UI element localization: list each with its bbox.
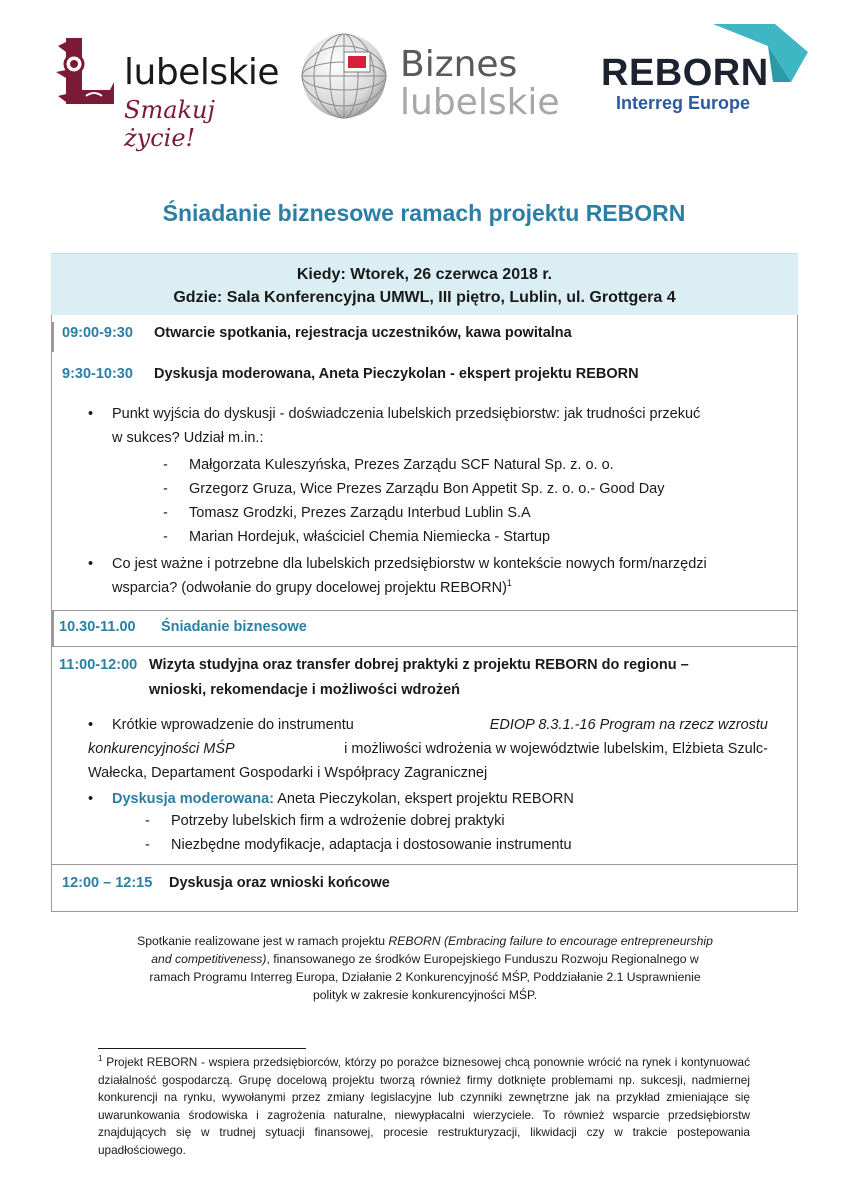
agenda-item-study-visit (59, 657, 689, 673)
bullet-icon: • (88, 717, 94, 733)
agenda-time: 11:00-12:00 (59, 657, 138, 673)
discussion-point-2: Co jest ważne i potrzebne dla lubelskich przedsiębiorstw w kontekście nowych form/narzędzi wsparcia? (odwołanie do grupy docelowej projektu REBORN)$^1$ (112, 556, 707, 596)
section-divider (51, 864, 798, 865)
biznes-lubelskie-logo (300, 26, 560, 131)
agenda-item-opening (62, 325, 572, 341)
section-divider (51, 610, 798, 611)
agenda-time: 10.30-11.00 (59, 619, 136, 635)
globe-icon (300, 26, 388, 122)
lubelskie-tagline: Smakuj życie! (124, 96, 215, 152)
footnote: $^1$ Projekt REBORN - wspiera przedsiębiorców, którzy po porażce biznesowej chcą ponownie wrócić na rynek i kontynuować działalność gospodarczą. Grupę docelową projektu tworzą również firmy dotknięte problemami np. sukcesji, nadmiernej konkurencji na rynku, wywołanymi przez zmiany legislacyjne lub czynniki zewnętrzne jak na przykład zmieniające się uwarunkowania środowiska i zagrożenia naturalne, niewypłacalni wierzyciele. To również wsparcie przedsiębiorstw znajdujących się w trudnej sytuacji finansowej, procesie restrukturyzacji, likwidacji czy w trakcie postepowania upadłościowego. (98, 1054, 750, 1157)
participant-item: - Małgorzata Kuleszyńska, Prezes Zarządu SCF Natural Sp. z. o. o. (163, 457, 614, 473)
footnote-marker: 1 (506, 578, 512, 589)
event-info-box (51, 253, 798, 315)
participant-item: - Grzegorz Gruza, Wice Prezes Zarządu Bon Appetit Sp. z. o. o.- Good Day (163, 481, 665, 497)
agenda-time: 12:00 – 12:15 (62, 875, 153, 891)
biznes-word: Biznes (400, 44, 518, 85)
agenda-activity: Dyskusja oraz wnioski końcowe (169, 875, 390, 891)
event-location: Gdzie: Sala Konferencyjna UMWL, III piętro, Lublin, ul. Grottgera 4 (173, 289, 676, 306)
agenda-item-closing (62, 875, 390, 891)
moderated-discussion: Dyskusja moderowana: Aneta Pieczykolan, ekspert projektu REBORN (112, 791, 574, 807)
agenda-activity: Śniadanie biznesowe (161, 619, 307, 635)
footnote-separator (98, 1048, 306, 1049)
bullet-icon: • (88, 791, 94, 807)
section-divider (51, 646, 798, 647)
agenda-activity-continued: wnioski, rekomendacje i możliwości wdrożeń (149, 682, 461, 698)
agenda-activity: Dyskusja moderowana, Aneta Pieczykolan - ekspert projektu REBORN (154, 366, 639, 382)
participant-item: - Tomasz Grodzki, Prezes Zarządu Interbud Lublin S.A (163, 505, 531, 521)
agenda-item-discussion (62, 366, 639, 382)
event-date: Kiedy: Wtorek, 26 czerwca 2018 r. (296, 266, 553, 283)
reborn-wordmark: REBORN (601, 52, 769, 94)
footnote-number: 1 (98, 1054, 103, 1064)
funding-note: Spotkanie realizowane jest w ramach projektu REBORN (Embracing failure to encourage entrepreneurship and competitiveness), finansowanego ze środków Europejskiego Funduszu Rozwoju Regionalnego w ramach Programu Interreg Europa, Działanie 2 Konkurencyjność MŚP, Poddziałanie 2.1 Usprawnienie polityk w zakresie konkurencyjności MŚP. (137, 934, 713, 1002)
lubelskie-emblem-icon (52, 34, 116, 116)
discussion-point-1: Punkt wyjścia do dyskusji - doświadczenia lubelskich przedsiębiorstw: jak trudności przekuć w sukces? Udział m.in.: (112, 406, 701, 446)
participant-item: - Marian Hordejuk, właściciel Chemia Niemiecka - Startup (163, 529, 551, 545)
reborn-logo (598, 24, 808, 124)
section-marker (51, 610, 54, 646)
agenda-time: 09:00-9:30 (62, 325, 133, 341)
bullet-icon: • (88, 556, 94, 572)
agenda-time: 9:30-10:30 (62, 366, 133, 382)
page-title: Śniadanie biznesowe ramach projektu REBORN (162, 200, 686, 226)
lubelskie-gray-word: lubelskie (400, 82, 560, 123)
section-marker (51, 322, 54, 352)
interreg-europe-text: Interreg Europe (616, 93, 751, 113)
agenda-activity: Otwarcie spotkania, rejestracja uczestników, kawa powitalna (154, 325, 572, 341)
instrument-introduction: Krótkie wprowadzenie do instrumentu EDIOP 8.3.1.-16 Program na rzecz wzrostu konkurencyjności MŚP i możliwości wdrożenia w województwie lubelskim, Elżbieta Szulc- Wałecka, Departament Gospodarki i Współpracy Zagranicznej (88, 717, 768, 781)
lubelskie-wordmark: lubelskie (124, 52, 280, 93)
bullet-icon: • (88, 406, 94, 422)
lubelskie-logo (52, 34, 282, 152)
sub-item: - Niezbędne modyfikacje, adaptacja i dostosowanie instrumentu (145, 837, 572, 853)
logo-bar (0, 24, 848, 152)
agenda-activity: Wizyta studyjna oraz transfer dobrej praktyki z projektu REBORN do regionu – (149, 657, 689, 673)
sub-item: - Potrzeby lubelskich firm a wdrożenie dobrej praktyki (145, 813, 505, 829)
agenda-item-breakfast (59, 619, 307, 635)
